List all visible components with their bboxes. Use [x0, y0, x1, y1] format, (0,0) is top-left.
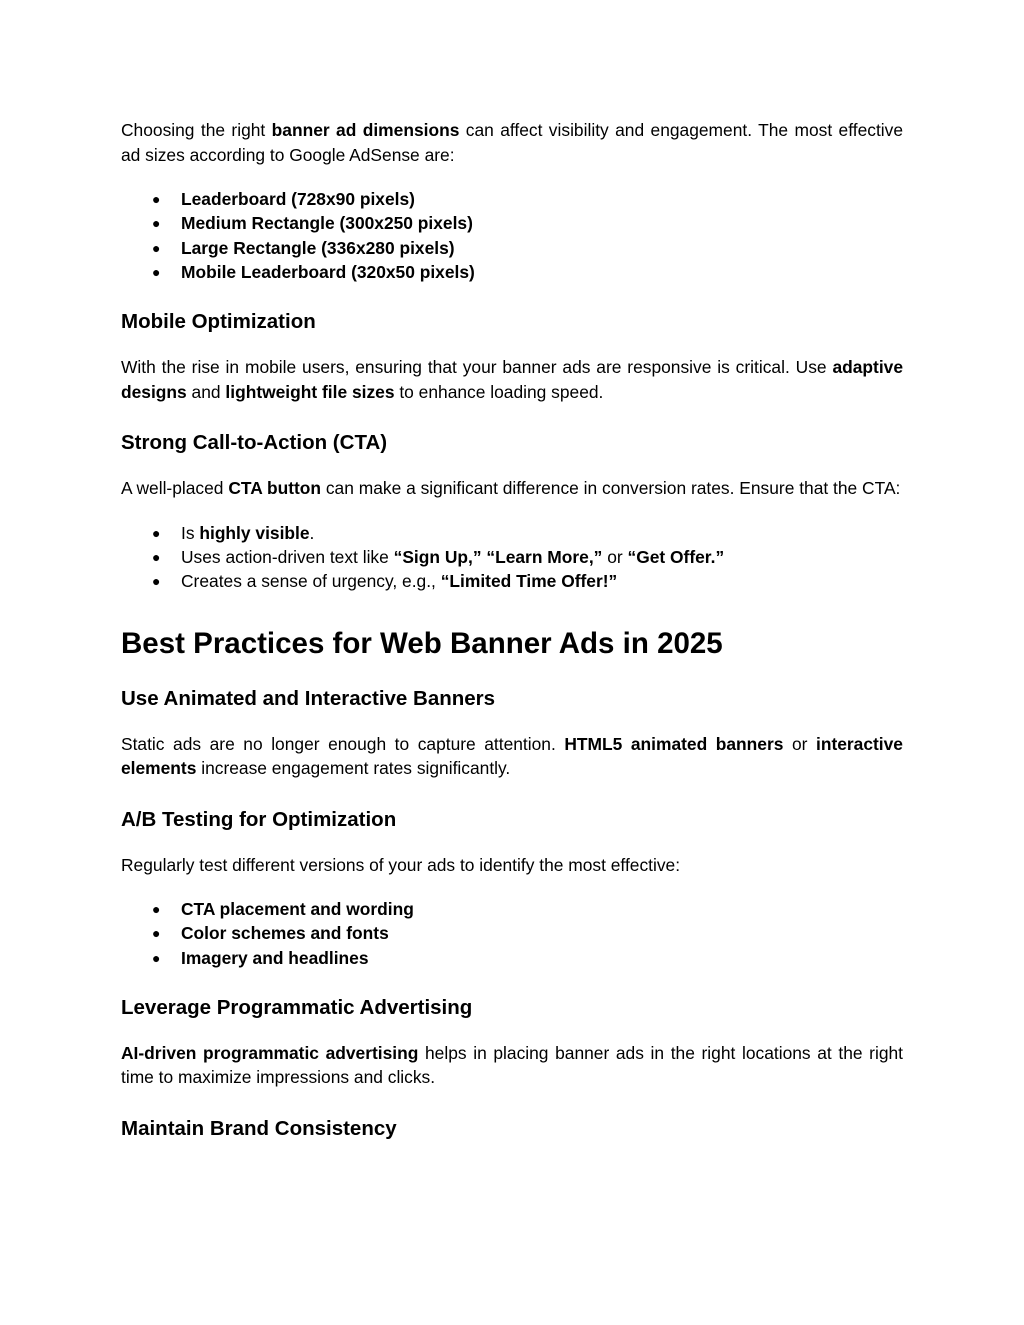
text-run: Choosing the right: [121, 120, 272, 140]
bold-run: CTA button: [228, 478, 322, 499]
list-item: [121, 236, 903, 260]
text-run: Creates a sense of urgency, e.g.,: [181, 571, 441, 592]
ab-paragraph: [121, 853, 903, 878]
text-run: to enhance loading speed.: [394, 381, 604, 402]
bold-run: adaptive designs: [121, 357, 903, 402]
section-heading-best-practices: Best Practices for Web Banner Ads in 2025: [121, 626, 723, 660]
section-heading-ab-testing: A/B Testing for Optimization: [121, 807, 397, 831]
text-run: Is: [181, 522, 200, 543]
bold-run: interactive elements: [121, 733, 903, 779]
text-run: helps in placing banner ads in the right locations at the right time to maximize impressions and clicks.: [121, 1042, 904, 1088]
section-heading-brand: Maintain Brand Consistency: [121, 1116, 397, 1140]
text-run: Static ads are no longer enough to capture attention.: [121, 733, 565, 754]
list-item-text: Leaderboard (728x90 pixels): [181, 189, 415, 209]
cta-list: [121, 521, 903, 594]
list-item-text: CTA placement and wording: [181, 899, 414, 920]
list-item-text: Color schemes and fonts: [181, 923, 389, 944]
bold-run: “Sign Up,” “Learn More,”: [393, 546, 603, 567]
list-item: [121, 569, 903, 593]
text-run: .: [309, 522, 315, 543]
text-run: Regularly test different versions of your ads to identify the most effective:: [121, 854, 681, 875]
section-heading-programmatic: Leverage Programmatic Advertising: [121, 995, 473, 1019]
list-item: [121, 946, 903, 970]
list-item-text: Large Rectangle (336x280 pixels): [181, 237, 455, 258]
bold-run: HTML5 animated banners: [564, 733, 784, 754]
text-run: can affect visibility and engagement. The most effective ad sizes according to Google AdSense are:: [121, 120, 904, 165]
bold-run: lightweight file sizes: [225, 381, 395, 402]
list-item-text: Mobile Leaderboard (320x50 pixels): [181, 261, 475, 282]
list-item: [121, 260, 903, 284]
list-item-text: Imagery and headlines: [181, 947, 369, 968]
programmatic-paragraph: [121, 1041, 903, 1090]
document-page: [121, 118, 903, 1142]
text-run: Uses action-driven text like: [181, 546, 394, 567]
bold-run: “Limited Time Offer!”: [440, 571, 618, 592]
section-heading-cta: Strong Call-to-Action (CTA): [121, 431, 388, 455]
list-item-text: Medium Rectangle (300x250 pixels): [181, 213, 473, 234]
text-run: A well-placed: [121, 478, 229, 499]
list-item: [121, 545, 903, 569]
ad-sizes-list: [121, 187, 903, 284]
text-run: and: [186, 381, 226, 402]
list-item: [121, 521, 903, 545]
list-item: [121, 897, 903, 921]
text-run: or: [602, 546, 628, 567]
bold-run: banner ad dimensions: [271, 120, 460, 140]
intro-paragraph: [121, 118, 903, 167]
text-run: increase engagement rates significantly.: [196, 758, 511, 779]
mobile-paragraph: [121, 355, 903, 404]
bold-run: “Get Offer.”: [627, 546, 725, 567]
cta-paragraph: [121, 476, 903, 501]
animated-paragraph: [121, 732, 903, 781]
list-item: [121, 187, 903, 211]
ab-list: [121, 897, 903, 970]
text-run: can make a significant difference in conversion rates. Ensure that the CTA:: [321, 478, 901, 499]
text-run: or: [783, 733, 816, 754]
bold-run: highly visible: [199, 522, 310, 543]
section-heading-mobile: Mobile Optimization: [121, 310, 316, 334]
section-heading-animated: Use Animated and Interactive Banners: [121, 686, 496, 710]
list-item: [121, 921, 903, 945]
text-run: With the rise in mobile users, ensuring that your banner ads are responsive is critical. Use: [121, 357, 833, 378]
list-item: [121, 211, 903, 235]
bold-run: AI-driven programmatic advertising: [121, 1042, 419, 1063]
